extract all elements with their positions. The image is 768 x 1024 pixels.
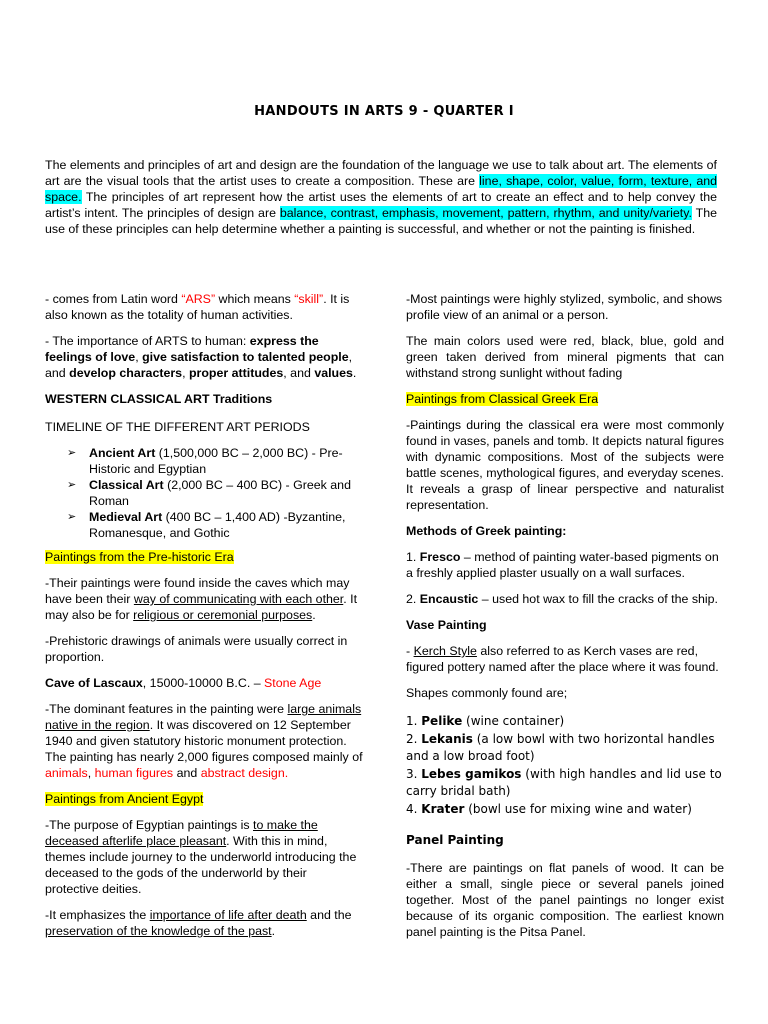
shapes-list bbox=[406, 713, 724, 818]
kerch-style-underline: Kerch Style bbox=[413, 644, 477, 658]
list-item bbox=[406, 713, 724, 731]
egypt-heading-text: Paintings from Ancient Egypt bbox=[45, 792, 204, 806]
shapes-intro: Shapes commonly found are; bbox=[406, 686, 568, 700]
animals-red: animals bbox=[45, 766, 88, 780]
encaustic-num: 2. bbox=[406, 592, 420, 606]
period-desc: (400 BC – 1,400 AD) -Byzantine, Romanesque, and Gothic bbox=[89, 510, 346, 540]
kerch-text-a: - bbox=[406, 644, 414, 658]
greek-heading bbox=[406, 391, 724, 407]
lascaux-dates: , 15000-10000 B.C. – bbox=[142, 676, 265, 690]
ars-word: “ARS” bbox=[181, 292, 216, 306]
intro-text-2: The principles of art represent how the artist uses the elements of art to create an effect and to help convey the artist’s intent. The principles of design are bbox=[45, 190, 717, 220]
caves-underline-2: religious or ceremonial purposes bbox=[133, 608, 313, 622]
shape-desc: (wine container) bbox=[462, 714, 565, 728]
purpose-text-b: . With this in mind, themes include journey to the underworld introducing the deceased to the gods of the underworld by their protective deities. bbox=[45, 834, 357, 896]
stylized-paragraph: -Most paintings were highly stylized, symbolic, and shows profile view of an animal or a person. bbox=[406, 292, 723, 322]
elements-highlight: line, shape, color, value, form, texture, and space. bbox=[45, 174, 717, 204]
ars-text-c: . It is also known as the totality of human activities. bbox=[45, 292, 350, 322]
list-item bbox=[406, 731, 724, 766]
emphasizes-text-c: . bbox=[271, 924, 276, 938]
abstract-design-red: abstract design. bbox=[200, 766, 289, 780]
period-name: Ancient Art bbox=[89, 446, 156, 460]
methods-heading: Methods of Greek painting: bbox=[406, 524, 567, 538]
periods-list bbox=[45, 445, 363, 541]
fresco-num: 1. bbox=[406, 550, 420, 564]
emphasizes-text-b: and the bbox=[306, 908, 352, 922]
fresco-item bbox=[406, 549, 724, 581]
shape-desc: (with high handles and lid use to carry bridal bath) bbox=[406, 766, 722, 798]
importance-sep-4: , and bbox=[283, 366, 315, 380]
kerch-text-b: also referred to as Kerch vases are red, figured pottery named after the place where it was found. bbox=[406, 644, 719, 674]
stone-age-label: Stone Age bbox=[264, 676, 322, 690]
importance-bold-5: values bbox=[314, 366, 353, 380]
dominant-paragraph bbox=[45, 701, 363, 781]
prehistoric-heading bbox=[45, 549, 363, 565]
emphasizes-paragraph bbox=[45, 907, 363, 939]
shape-num: 4. bbox=[406, 801, 422, 816]
principles-highlight: balance, contrast, emphasis, movement, pattern, rhythm, and unity/variety. bbox=[279, 206, 692, 220]
arrow-bullet-icon: ➢ bbox=[67, 511, 77, 523]
dominant-sep-2: and bbox=[173, 766, 201, 780]
prehistoric-heading-text: Paintings from the Pre-historic Era bbox=[45, 550, 234, 564]
vase-heading: Vase Painting bbox=[406, 618, 487, 632]
shape-name: Pelike bbox=[421, 714, 463, 728]
timeline-heading: TIMELINE OF THE DIFFERENT ART PERIODS bbox=[45, 420, 310, 434]
purpose-paragraph bbox=[45, 817, 363, 897]
purpose-text-a: -The purpose of Egyptian paintings is bbox=[45, 818, 254, 832]
shape-desc: (bowl use for mixing wine and water) bbox=[464, 801, 692, 816]
dominant-underline: large animals native in the region bbox=[45, 702, 362, 732]
caves-text-c: . bbox=[312, 608, 316, 622]
shape-name: Lebes gamikos bbox=[421, 766, 522, 781]
shape-desc: (a low bowl with two horizontal handles and a low broad foot) bbox=[406, 731, 715, 763]
intro-text-1: The elements and principles of art and design are the foundation of the language we use to talk about art. The elements of art are the visual tools that the artist uses to create a composition. These are bbox=[45, 158, 717, 188]
panel-heading: Panel Painting bbox=[406, 833, 504, 847]
importance-sep-3: , bbox=[182, 366, 189, 380]
right-column bbox=[406, 291, 724, 950]
caves-text-a: -Their paintings were found inside the caves which may have been their bbox=[45, 576, 350, 606]
encaustic-item bbox=[406, 591, 724, 607]
emphasizes-underline-1: importance of life after death bbox=[149, 908, 307, 922]
panel-paragraph: -There are paintings on flat panels of wood. It can be either a small, single piece or several panels joined together. Most of the panel paintings no longer exist because of its organic composition. The earliest known panel painting is the Pitsa Panel. bbox=[406, 861, 724, 939]
purpose-underline: to make the deceased afterlife place pleasant bbox=[45, 818, 318, 848]
human-figures-red: human figures bbox=[94, 766, 174, 780]
encaustic-name: Encaustic bbox=[419, 592, 479, 606]
dominant-sep-1: , bbox=[87, 766, 95, 780]
drawings-paragraph: -Prehistoric drawings of animals were usually correct in proportion. bbox=[45, 634, 348, 664]
period-name: Classical Art bbox=[89, 478, 164, 492]
fresco-name: Fresco bbox=[419, 550, 461, 564]
intro-text-3: The use of these principles can help determine whether a painting is successful, and whether or not the painting is finished. bbox=[45, 206, 717, 236]
intro-paragraph bbox=[45, 157, 717, 237]
greek-paragraph: -Paintings during the classical era were most commonly found in vases, panels and tomb. It depicts natural figures with dynamic compositions. Most of the subjects were battle scenes, mythological figures, and everyday scenes. It reveals a grasp of linear perspective and naturalist representation. bbox=[406, 418, 724, 512]
ars-text-b: which means bbox=[215, 292, 295, 306]
dominant-text-a: -The dominant features in the painting were bbox=[45, 702, 288, 716]
importance-bold-2: give satisfaction to talented people bbox=[142, 350, 349, 364]
shape-num: 1. bbox=[406, 714, 422, 728]
encaustic-desc: – used hot wax to fill the cracks of the ship. bbox=[478, 592, 719, 606]
importance-bold-3: develop characters bbox=[69, 366, 183, 380]
importance-bold-1: express the feelings of love bbox=[45, 334, 319, 364]
egypt-heading bbox=[45, 791, 363, 807]
importance-paragraph bbox=[45, 333, 363, 381]
arrow-bullet-icon: ➢ bbox=[67, 447, 77, 459]
page-title: HANDOUTS IN ARTS 9 - QUARTER I bbox=[254, 104, 514, 119]
fresco-desc: – method of painting water-based pigments on a freshly applied plaster usually on a wall surfaces. bbox=[406, 550, 719, 580]
arrow-bullet-icon: ➢ bbox=[67, 479, 77, 491]
colors-paragraph: The main colors used were red, black, blue, gold and green taken derived from mineral pigments that can withstand strong sunlight without fading bbox=[406, 334, 724, 380]
shape-name: Krater bbox=[421, 801, 465, 816]
ars-text-a: - comes from Latin word bbox=[45, 292, 182, 306]
list-item bbox=[406, 766, 724, 801]
caves-text-b: . It may also be for bbox=[45, 592, 358, 622]
emphasizes-underline-2: preservation of the knowledge of the past bbox=[45, 924, 272, 938]
importance-sep-1: , bbox=[135, 350, 143, 364]
skill-word: “skill” bbox=[294, 292, 324, 306]
shape-name: Lekanis bbox=[421, 731, 473, 746]
emphasizes-text-a: -It emphasizes the bbox=[45, 908, 150, 922]
lascaux-line bbox=[45, 675, 363, 691]
importance-sep-5: . bbox=[352, 366, 357, 380]
shape-num: 2. bbox=[406, 731, 422, 746]
caves-paragraph bbox=[45, 575, 363, 623]
period-desc: (2,000 BC – 400 BC) - Greek and Roman bbox=[89, 478, 351, 508]
western-heading: WESTERN CLASSICAL ART Traditions bbox=[45, 392, 273, 406]
left-column bbox=[45, 291, 363, 949]
ars-paragraph bbox=[45, 291, 363, 323]
importance-sep-2: , and bbox=[45, 350, 353, 380]
importance-text: - The importance of ARTS to human: bbox=[45, 334, 250, 348]
list-item bbox=[67, 509, 363, 541]
list-item bbox=[406, 801, 724, 819]
greek-heading-text: Paintings from Classical Greek Era bbox=[406, 392, 599, 406]
period-desc: (1,500,000 BC – 2,000 BC) - Pre-Historic and Egyptian bbox=[89, 446, 343, 476]
importance-bold-4: proper attitudes bbox=[188, 366, 284, 380]
kerch-paragraph bbox=[406, 643, 724, 675]
lascaux-name: Cave of Lascaux bbox=[45, 676, 143, 690]
caves-underline-1: way of communicating with each other bbox=[133, 592, 344, 606]
list-item bbox=[67, 445, 363, 477]
shape-num: 3. bbox=[406, 766, 422, 781]
dominant-text-b: . It was discovered on 12 September 1940 and given statutory historic monument protection. The painting has nearly 2,000 figures composed mainly of bbox=[45, 718, 363, 764]
period-name: Medieval Art bbox=[89, 510, 163, 524]
list-item bbox=[67, 477, 363, 509]
